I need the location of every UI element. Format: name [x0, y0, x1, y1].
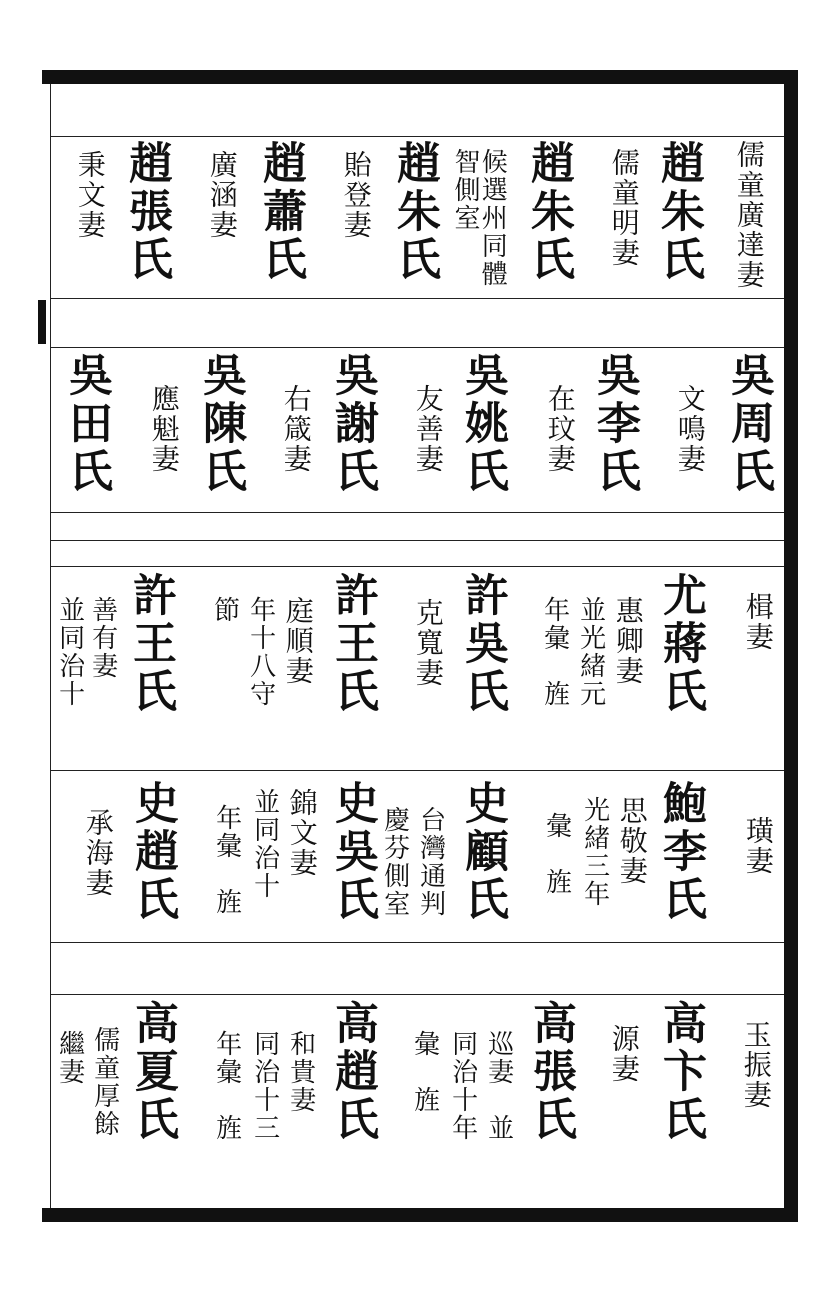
- note-column: [206, 596, 242, 624]
- note-column: [536, 596, 572, 708]
- note-column: [480, 1030, 516, 1142]
- tier-line: [50, 994, 784, 995]
- entry-column: [452, 572, 512, 716]
- entry-note: 惠卿妻: [611, 596, 645, 686]
- entry-note: 候選州同體智側室: [450, 148, 508, 288]
- note-column: [444, 1030, 480, 1142]
- note-column: [84, 596, 120, 680]
- note-column: [738, 816, 778, 876]
- entry-name: 吳周氏: [723, 352, 774, 496]
- entry-column: [452, 352, 512, 496]
- note-column: [540, 384, 580, 474]
- note-column: [738, 592, 778, 652]
- entry-note: 源妻: [607, 1024, 641, 1084]
- entry-note: 和貴妻: [285, 1030, 316, 1114]
- entry-column: [322, 572, 382, 716]
- entry-note: 思敬妻: [615, 796, 649, 886]
- note-column: [52, 1030, 86, 1086]
- entry-column: [190, 352, 250, 496]
- note-column: [144, 384, 184, 474]
- entry-column: [584, 352, 644, 496]
- tier-line: [50, 566, 784, 567]
- entry-note: 光緒三年: [579, 796, 610, 908]
- entry-column: [518, 140, 578, 284]
- entry-name: 許吳氏: [457, 572, 508, 716]
- note-column: [246, 1030, 282, 1142]
- left-border: [50, 84, 51, 1208]
- note-text: 楫妻: [741, 592, 775, 652]
- note-column: [242, 596, 278, 708]
- entry-note: 克寬妻: [411, 598, 445, 688]
- note-column: [282, 788, 322, 878]
- entry-note: 彙 旌: [541, 812, 572, 896]
- entry-column: [650, 1000, 710, 1144]
- entry-note: 彙 旌: [409, 1030, 440, 1114]
- entry-column: [122, 780, 182, 924]
- entry-note: 庭順妻: [281, 596, 315, 686]
- entry-note: 繼妻: [54, 1030, 85, 1086]
- entry-name: 吳陳氏: [195, 352, 246, 496]
- note-text: 璜妻: [741, 816, 775, 876]
- note-column: [604, 1024, 644, 1084]
- entry-name: 吳李氏: [589, 352, 640, 496]
- entry-note: 節: [209, 596, 240, 624]
- entry-note: 同治十三: [249, 1030, 280, 1142]
- tier-line: [50, 942, 784, 943]
- entry-name: 高趙氏: [327, 1000, 378, 1144]
- entry-column: [322, 1000, 382, 1144]
- entry-name: 許王氏: [327, 572, 378, 716]
- entry-name: 吳田氏: [61, 352, 112, 496]
- note-column: [736, 1020, 776, 1110]
- entry-note: 年十八守: [245, 596, 276, 708]
- right-border: [784, 70, 798, 1222]
- entry-note: 秉文妻: [73, 150, 107, 240]
- entry-column: [322, 352, 382, 496]
- entry-name: 趙朱氏: [523, 140, 574, 284]
- entry-name: 趙蕭氏: [255, 140, 306, 284]
- entry-note: 同治十年: [447, 1030, 478, 1142]
- entry-name: 吳姚氏: [457, 352, 508, 496]
- entry-note: 貽登妻: [339, 150, 373, 240]
- entry-column: [650, 780, 710, 924]
- note-column: [612, 796, 652, 886]
- entry-column: [116, 140, 176, 284]
- tier-line: [50, 298, 784, 299]
- entry-note: 在玟妻: [543, 384, 577, 474]
- entry-note: 儒童厚餘: [89, 1026, 120, 1138]
- entry-name: 史顧氏: [457, 780, 508, 924]
- note-column: [202, 150, 242, 240]
- note-column: [572, 596, 608, 708]
- entry-column: [650, 572, 710, 716]
- note-column: [408, 598, 448, 688]
- note-column: [538, 812, 574, 896]
- entry-note: 錦文妻: [285, 788, 319, 878]
- entry-column: [122, 1000, 182, 1144]
- tier-line: [50, 512, 784, 513]
- entry-note: 善有妻: [87, 596, 118, 680]
- entry-column: [718, 352, 778, 496]
- note-column: [444, 148, 512, 298]
- bottom-border: [42, 1208, 798, 1222]
- entry-name: 史趙氏: [127, 780, 178, 924]
- tier-line: [50, 136, 784, 137]
- entry-name: 高卞氏: [655, 1000, 706, 1144]
- entry-column: [648, 140, 708, 284]
- note-column: [208, 1030, 244, 1142]
- entry-column: [520, 1000, 580, 1144]
- note-column: [276, 384, 316, 474]
- entry-name: 鮑李氏: [655, 780, 706, 924]
- entry-note: 慶芬側室: [379, 806, 410, 918]
- entry-note: 右箴妻: [279, 384, 313, 474]
- entry-name: 趙朱氏: [389, 140, 440, 284]
- entry-note: 儒童明妻: [607, 148, 641, 268]
- note-column: [78, 808, 118, 898]
- entry-note: 台灣通判: [415, 806, 446, 918]
- entry-column: [120, 572, 180, 716]
- note-column: [52, 596, 86, 708]
- entry-note: 承海妻: [81, 808, 115, 898]
- entry-column: [452, 780, 512, 924]
- entry-column: [322, 780, 382, 924]
- note-column: [208, 804, 244, 916]
- note-column: [715, 140, 783, 290]
- entry-note: 友善妻: [411, 384, 445, 474]
- entry-note: 並同治十: [249, 788, 280, 900]
- entry-note: 並光緒元: [575, 596, 606, 708]
- left-ink-mark: [38, 300, 46, 344]
- note-column: [406, 1030, 442, 1114]
- entry-name: 趙朱氏: [653, 140, 704, 284]
- note-column: [412, 806, 448, 918]
- entry-note: 應魁妻: [147, 384, 181, 474]
- entry-name: 史吳氏: [327, 780, 378, 924]
- tier-line: [50, 770, 784, 771]
- note-column: [278, 596, 318, 686]
- note-column: [408, 384, 448, 474]
- entry-column: [56, 352, 116, 496]
- entry-name: 尤蔣氏: [655, 572, 706, 716]
- note-column: [608, 596, 648, 686]
- entry-column: [384, 140, 444, 284]
- entry-column: [250, 140, 310, 284]
- entry-note: 年彙 旌: [211, 1030, 242, 1142]
- note-column: [576, 796, 612, 908]
- entry-name: 許王氏: [125, 572, 176, 716]
- entry-note: 年彙 旌: [211, 804, 242, 916]
- entry-note: 廣涵妻: [205, 150, 239, 240]
- entry-name: 吳謝氏: [327, 352, 378, 496]
- note-column: [246, 788, 282, 900]
- tier-line: [50, 540, 784, 541]
- tier-line: [50, 347, 784, 348]
- entry-note: 年彙 旌: [539, 596, 570, 708]
- note-column: [86, 1026, 122, 1138]
- entry-name: 高張氏: [525, 1000, 576, 1144]
- entry-note: 並同治十: [54, 596, 85, 708]
- note-column: [670, 384, 710, 474]
- note-column: [282, 1030, 318, 1114]
- entry-name: 趙張氏: [121, 140, 172, 284]
- note-text: 儒童廣達妻: [732, 140, 766, 290]
- entry-name: 高夏氏: [127, 1000, 178, 1144]
- note-text: 玉振妻: [739, 1020, 773, 1110]
- note-column: [70, 150, 110, 240]
- entry-note: 巡妻 並: [483, 1030, 514, 1142]
- entry-note: 文鳴妻: [673, 384, 707, 474]
- note-column: [336, 150, 376, 240]
- note-column: [604, 148, 644, 268]
- top-border: [42, 70, 798, 84]
